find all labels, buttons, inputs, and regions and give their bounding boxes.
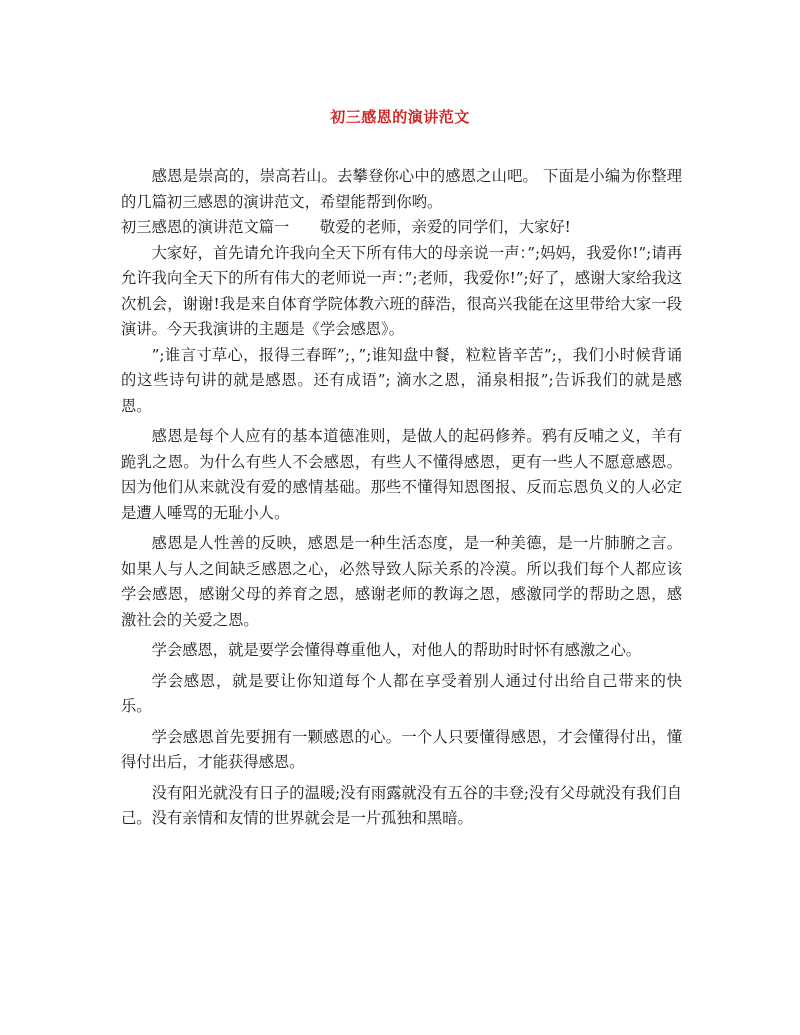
paragraph-heading: 初三感恩的演讲范文篇一 敬爱的老师，亲爱的同学们，大家好! <box>121 218 571 236</box>
paragraph: ”;谁言寸草心，报得三春晖”;，”;谁知盘中餐，粒粒皆辛苦”;，我们小时候背诵的这些诗句讲的就是感恩。还有成语”; 滴水之恩，涌泉相报”;告诉我们的就是感恩。 <box>121 345 682 415</box>
document-title: 初三感恩的演讲范文 <box>330 108 470 126</box>
paragraph: 没有阳光就没有日子的温暖;没有雨露就没有五谷的丰登;没有父母就没有我们自己。没有亲情和友情的世界就会是一片孤独和黑暗。 <box>121 783 682 827</box>
paragraph: 感恩是每个人应有的基本道德准则，是做人的起码修养。鸦有反哺之义，羊有跪乳之恩。为什么有些人不会感恩，有些人不懂得感恩，更有一些人不愿意感恩。因为他们从来就没有爱的感情基础。那些不懂得知恩图报、反而忘恩负义的人必定是遭人唾骂的无耻小人。 <box>121 427 682 522</box>
document-body <box>121 164 682 832</box>
paragraph-intro: 感恩是崇高的，崇高若山。去攀登你心中的感恩之山吧。 下面是小编为你整理的几篇初三感恩的演讲范文，希望能帮到你哟。 <box>121 167 682 211</box>
paragraph: 大家好，首先请允许我向全天下所有伟大的母亲说一声：”;妈妈，我爱你!”;请再允许我向全天下的所有伟大的老师说一声：”;老师，我爱你!”;好了，感谢大家给我这次机会，谢谢!我是来自体育学院体教六班的薛浩，很高兴我能在这里带给大家一段演讲。今天我演讲的主题是《学会感恩》。 <box>121 243 682 338</box>
paragraph: 学会感恩，就是要让你知道每个人都在享受着别人通过付出给自己带来的快乐。 <box>121 671 682 715</box>
paragraph: 学会感恩，就是要学会懂得尊重他人，对他人的帮助时时怀有感激之心。 <box>151 641 642 659</box>
paragraph: 学会感恩首先要拥有一颗感恩的心。一个人只要懂得感恩，才会懂得付出，懂得付出后，才能获得感恩。 <box>121 727 682 771</box>
paragraph: 感恩是人性善的反映，感恩是一种生活态度，是一种美德，是一片肺腑之言。如果人与人之间缺乏感恩之心，必然导致人际关系的冷漠。所以我们每个人都应该学会感恩，感谢父母的养育之恩，感谢老师的教诲之恩，感激同学的帮助之恩，感激社会的关爱之恩。 <box>121 534 682 629</box>
